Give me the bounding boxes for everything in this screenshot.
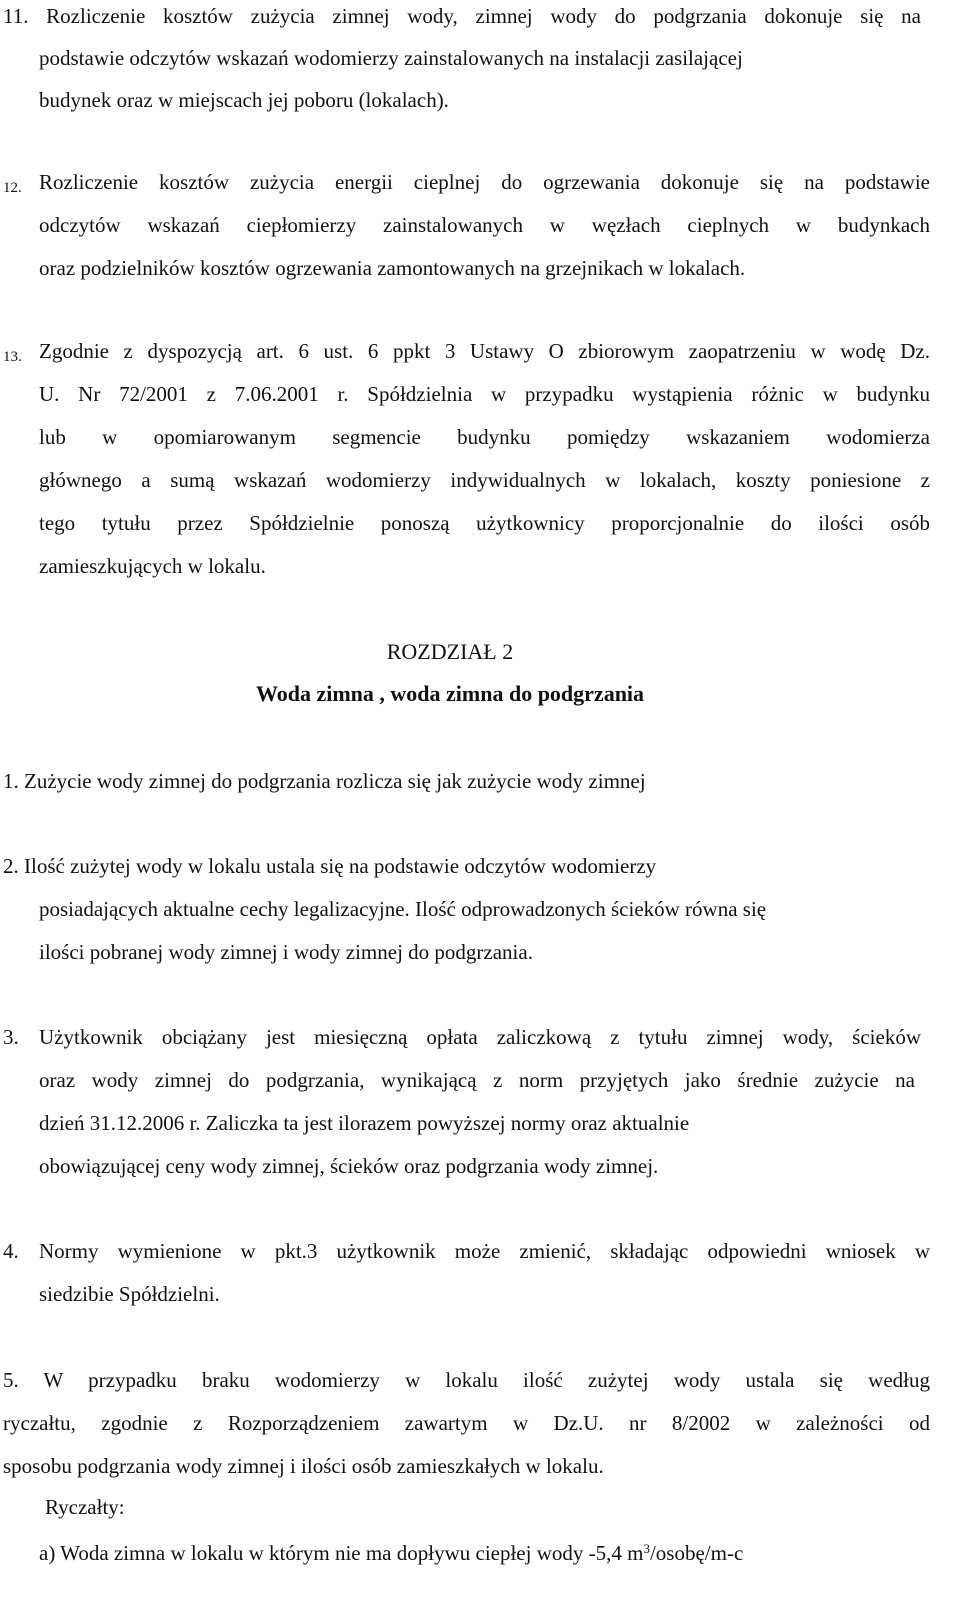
point-2-line-3: ilości pobranej wody zimnej i wody zimnej do podgrzania. [39, 940, 533, 964]
item-12-number: 12. [3, 180, 22, 196]
ryczalty-item-a-tail: /osobę/m-c [649, 1541, 744, 1565]
item-13-line-5: tego tytułu przez Spółdzielnie ponoszą użytkownicy proporcjonalnie do ilości osób [39, 511, 930, 535]
ryczalty-item-a-sup: 3 [643, 1541, 650, 1556]
point-5-line-2: ryczałtu, zgodnie z Rozporządzeniem zawartym w Dz.U. nr 8/2002 w zależności od [3, 1411, 930, 1435]
item-13-line-2: U. Nr 72/2001 z 7.06.2001 r. Spółdzielnia w przypadku wystąpienia różnic w budynku [39, 382, 930, 406]
item-13-line-3: lub w opomiarowanym segmencie budynku pomiędzy wskazaniem wodomierza [39, 425, 930, 449]
point-2-line-1: 2. Ilość zużytej wody w lokalu ustala się na podstawie odczytów wodomierzy [3, 854, 657, 878]
ryczalty-label: Ryczałty: [45, 1495, 125, 1519]
point-4-line-1: Normy wymienione w pkt.3 użytkownik może zmienić, składając odpowiedni wniosek w [39, 1239, 930, 1263]
item-12-line-3: oraz podzielników kosztów ogrzewania zamontowanych na grzejnikach w lokalach. [39, 256, 746, 280]
point-1-line-1: 1. Zużycie wody zimnej do podgrzania rozlicza się jak zużycie wody zimnej [3, 769, 646, 793]
point-3-number: 3. [3, 1025, 19, 1049]
item-12-line-2: odczytów wskazań ciepłomierzy zainstalowanych w węzłach cieplnych w budynkach [39, 213, 930, 237]
point-4-number: 4. [3, 1239, 19, 1263]
item-13-line-1: Zgodnie z dyspozycją art. 6 ust. 6 ppkt 3 Ustawy O zbiorowym zaopatrzeniu w wodę Dz. [39, 339, 930, 363]
item-11-line-2: podstawie odczytów wskazań wodomierzy zainstalowanych na instalacji zasilającej [39, 46, 743, 70]
chapter-subtitle: Woda zimna , woda zimna do podgrzania [255, 681, 645, 706]
point-5-line-1: 5. W przypadku braku wodomierzy w lokalu ilość zużytej wody ustala się według [3, 1368, 930, 1392]
point-4-line-2: siedzibie Spółdzielni. [39, 1282, 220, 1306]
point-3-line-3: dzień 31.12.2006 r. Zaliczka ta jest ilorazem powyższej normy oraz aktualnie [39, 1111, 690, 1135]
point-5-line-3: sposobu podgrzania wody zimnej i ilości osób zamieszkałych w lokalu. [3, 1454, 604, 1478]
point-3-line-1: Użytkownik obciążany jest miesięczną opłata zaliczkową z tytułu zimnej wody, ścieków [39, 1025, 921, 1049]
item-13-number: 13. [3, 349, 22, 365]
item-11-line-3: budynek oraz w miejscach jej poboru (lokalach). [39, 88, 449, 112]
point-3-line-4: obowiązującej ceny wody zimnej, ścieków oraz podgrzania wody zimnej. [39, 1154, 659, 1178]
ryczalty-item-a [39, 1540, 743, 1566]
point-3-line-2: oraz wody zimnej do podgrzania, wynikającą z norm przyjętych jako średnie zużycie na [39, 1068, 915, 1092]
item-13-line-6: zamieszkujących w lokalu. [39, 554, 266, 578]
item-12-line-1: Rozliczenie kosztów zużycia energii cieplnej do ogrzewania dokonuje się na podstawie [39, 170, 930, 194]
ryczalty-item-a-text: a) Woda zimna w lokalu w którym nie ma dopływu ciepłej wody -5,4 m [39, 1541, 644, 1565]
item-11-line-1: 11. Rozliczenie kosztów zużycia zimnej wody, zimnej wody do podgrzania dokonuje się na [3, 4, 921, 28]
point-2-line-2: posiadających aktualne cechy legalizacyjne. Ilość odprowadzonych ścieków równa się [39, 897, 767, 921]
item-13-line-4: głównego a sumą wskazań wodomierzy indywidualnych w lokalach, koszty poniesione z [39, 468, 930, 492]
chapter-title: ROZDZIAŁ 2 [386, 639, 514, 664]
